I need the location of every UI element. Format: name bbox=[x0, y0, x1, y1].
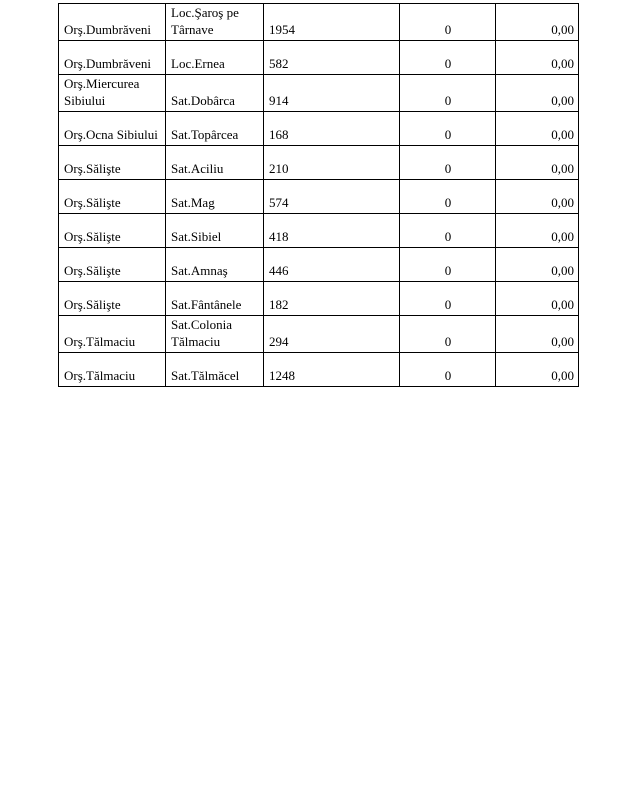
count-cell: 0 bbox=[400, 75, 496, 112]
population-cell: 168 bbox=[264, 112, 400, 146]
table-row bbox=[59, 112, 579, 146]
count-cell: 0 bbox=[400, 41, 496, 75]
amount-cell: 0,00 bbox=[496, 180, 579, 214]
count-cell: 0 bbox=[400, 146, 496, 180]
city-cell: Orş.Sălişte bbox=[59, 214, 166, 248]
amount-cell: 0,00 bbox=[496, 353, 579, 387]
amount-cell: 0,00 bbox=[496, 282, 579, 316]
locality-cell: Sat.Colonia Tălmaciu bbox=[166, 316, 264, 353]
city-cell: Orş.Miercurea Sibiului bbox=[59, 75, 166, 112]
city-cell: Orş.Ocna Sibiului bbox=[59, 112, 166, 146]
population-cell: 1248 bbox=[264, 353, 400, 387]
table-row bbox=[59, 316, 579, 353]
population-cell: 210 bbox=[264, 146, 400, 180]
locality-cell: Loc.Ernea bbox=[166, 41, 264, 75]
count-cell: 0 bbox=[400, 214, 496, 248]
city-cell: Orş.Sălişte bbox=[59, 146, 166, 180]
table-row bbox=[59, 146, 579, 180]
city-cell: Orş.Sălişte bbox=[59, 282, 166, 316]
table-row bbox=[59, 353, 579, 387]
amount-cell: 0,00 bbox=[496, 41, 579, 75]
city-cell: Orş.Tălmaciu bbox=[59, 353, 166, 387]
amount-cell: 0,00 bbox=[496, 75, 579, 112]
count-cell: 0 bbox=[400, 282, 496, 316]
population-cell: 182 bbox=[264, 282, 400, 316]
city-cell: Orş.Sălişte bbox=[59, 180, 166, 214]
locality-cell: Sat.Tălmăcel bbox=[166, 353, 264, 387]
locality-cell: Sat.Sibiel bbox=[166, 214, 264, 248]
locality-cell: Sat.Dobârca bbox=[166, 75, 264, 112]
table-row bbox=[59, 214, 579, 248]
count-cell: 0 bbox=[400, 4, 496, 41]
amount-cell: 0,00 bbox=[496, 146, 579, 180]
table-row bbox=[59, 4, 579, 41]
table-row bbox=[59, 282, 579, 316]
amount-cell: 0,00 bbox=[496, 112, 579, 146]
city-cell: Orş.Dumbrăveni bbox=[59, 41, 166, 75]
locality-cell: Sat.Topârcea bbox=[166, 112, 264, 146]
amount-cell: 0,00 bbox=[496, 316, 579, 353]
city-cell: Orş.Tălmaciu bbox=[59, 316, 166, 353]
population-cell: 418 bbox=[264, 214, 400, 248]
count-cell: 0 bbox=[400, 248, 496, 282]
locality-cell: Sat.Fântânele bbox=[166, 282, 264, 316]
population-cell: 574 bbox=[264, 180, 400, 214]
locality-cell: Sat.Amnaş bbox=[166, 248, 264, 282]
amount-cell: 0,00 bbox=[496, 4, 579, 41]
table-body bbox=[59, 4, 579, 387]
table-row bbox=[59, 248, 579, 282]
city-cell: Orş.Sălişte bbox=[59, 248, 166, 282]
city-cell: Orş.Dumbrăveni bbox=[59, 4, 166, 41]
population-cell: 1954 bbox=[264, 4, 400, 41]
amount-cell: 0,00 bbox=[496, 214, 579, 248]
locality-cell: Sat.Aciliu bbox=[166, 146, 264, 180]
population-cell: 446 bbox=[264, 248, 400, 282]
data-table bbox=[58, 3, 579, 387]
locality-cell: Sat.Mag bbox=[166, 180, 264, 214]
table-row bbox=[59, 180, 579, 214]
population-cell: 294 bbox=[264, 316, 400, 353]
count-cell: 0 bbox=[400, 112, 496, 146]
table-row bbox=[59, 41, 579, 75]
count-cell: 0 bbox=[400, 353, 496, 387]
amount-cell: 0,00 bbox=[496, 248, 579, 282]
population-cell: 914 bbox=[264, 75, 400, 112]
population-cell: 582 bbox=[264, 41, 400, 75]
locality-cell: Loc.Şaroş pe Târnave bbox=[166, 4, 264, 41]
count-cell: 0 bbox=[400, 180, 496, 214]
table-row bbox=[59, 75, 579, 112]
count-cell: 0 bbox=[400, 316, 496, 353]
